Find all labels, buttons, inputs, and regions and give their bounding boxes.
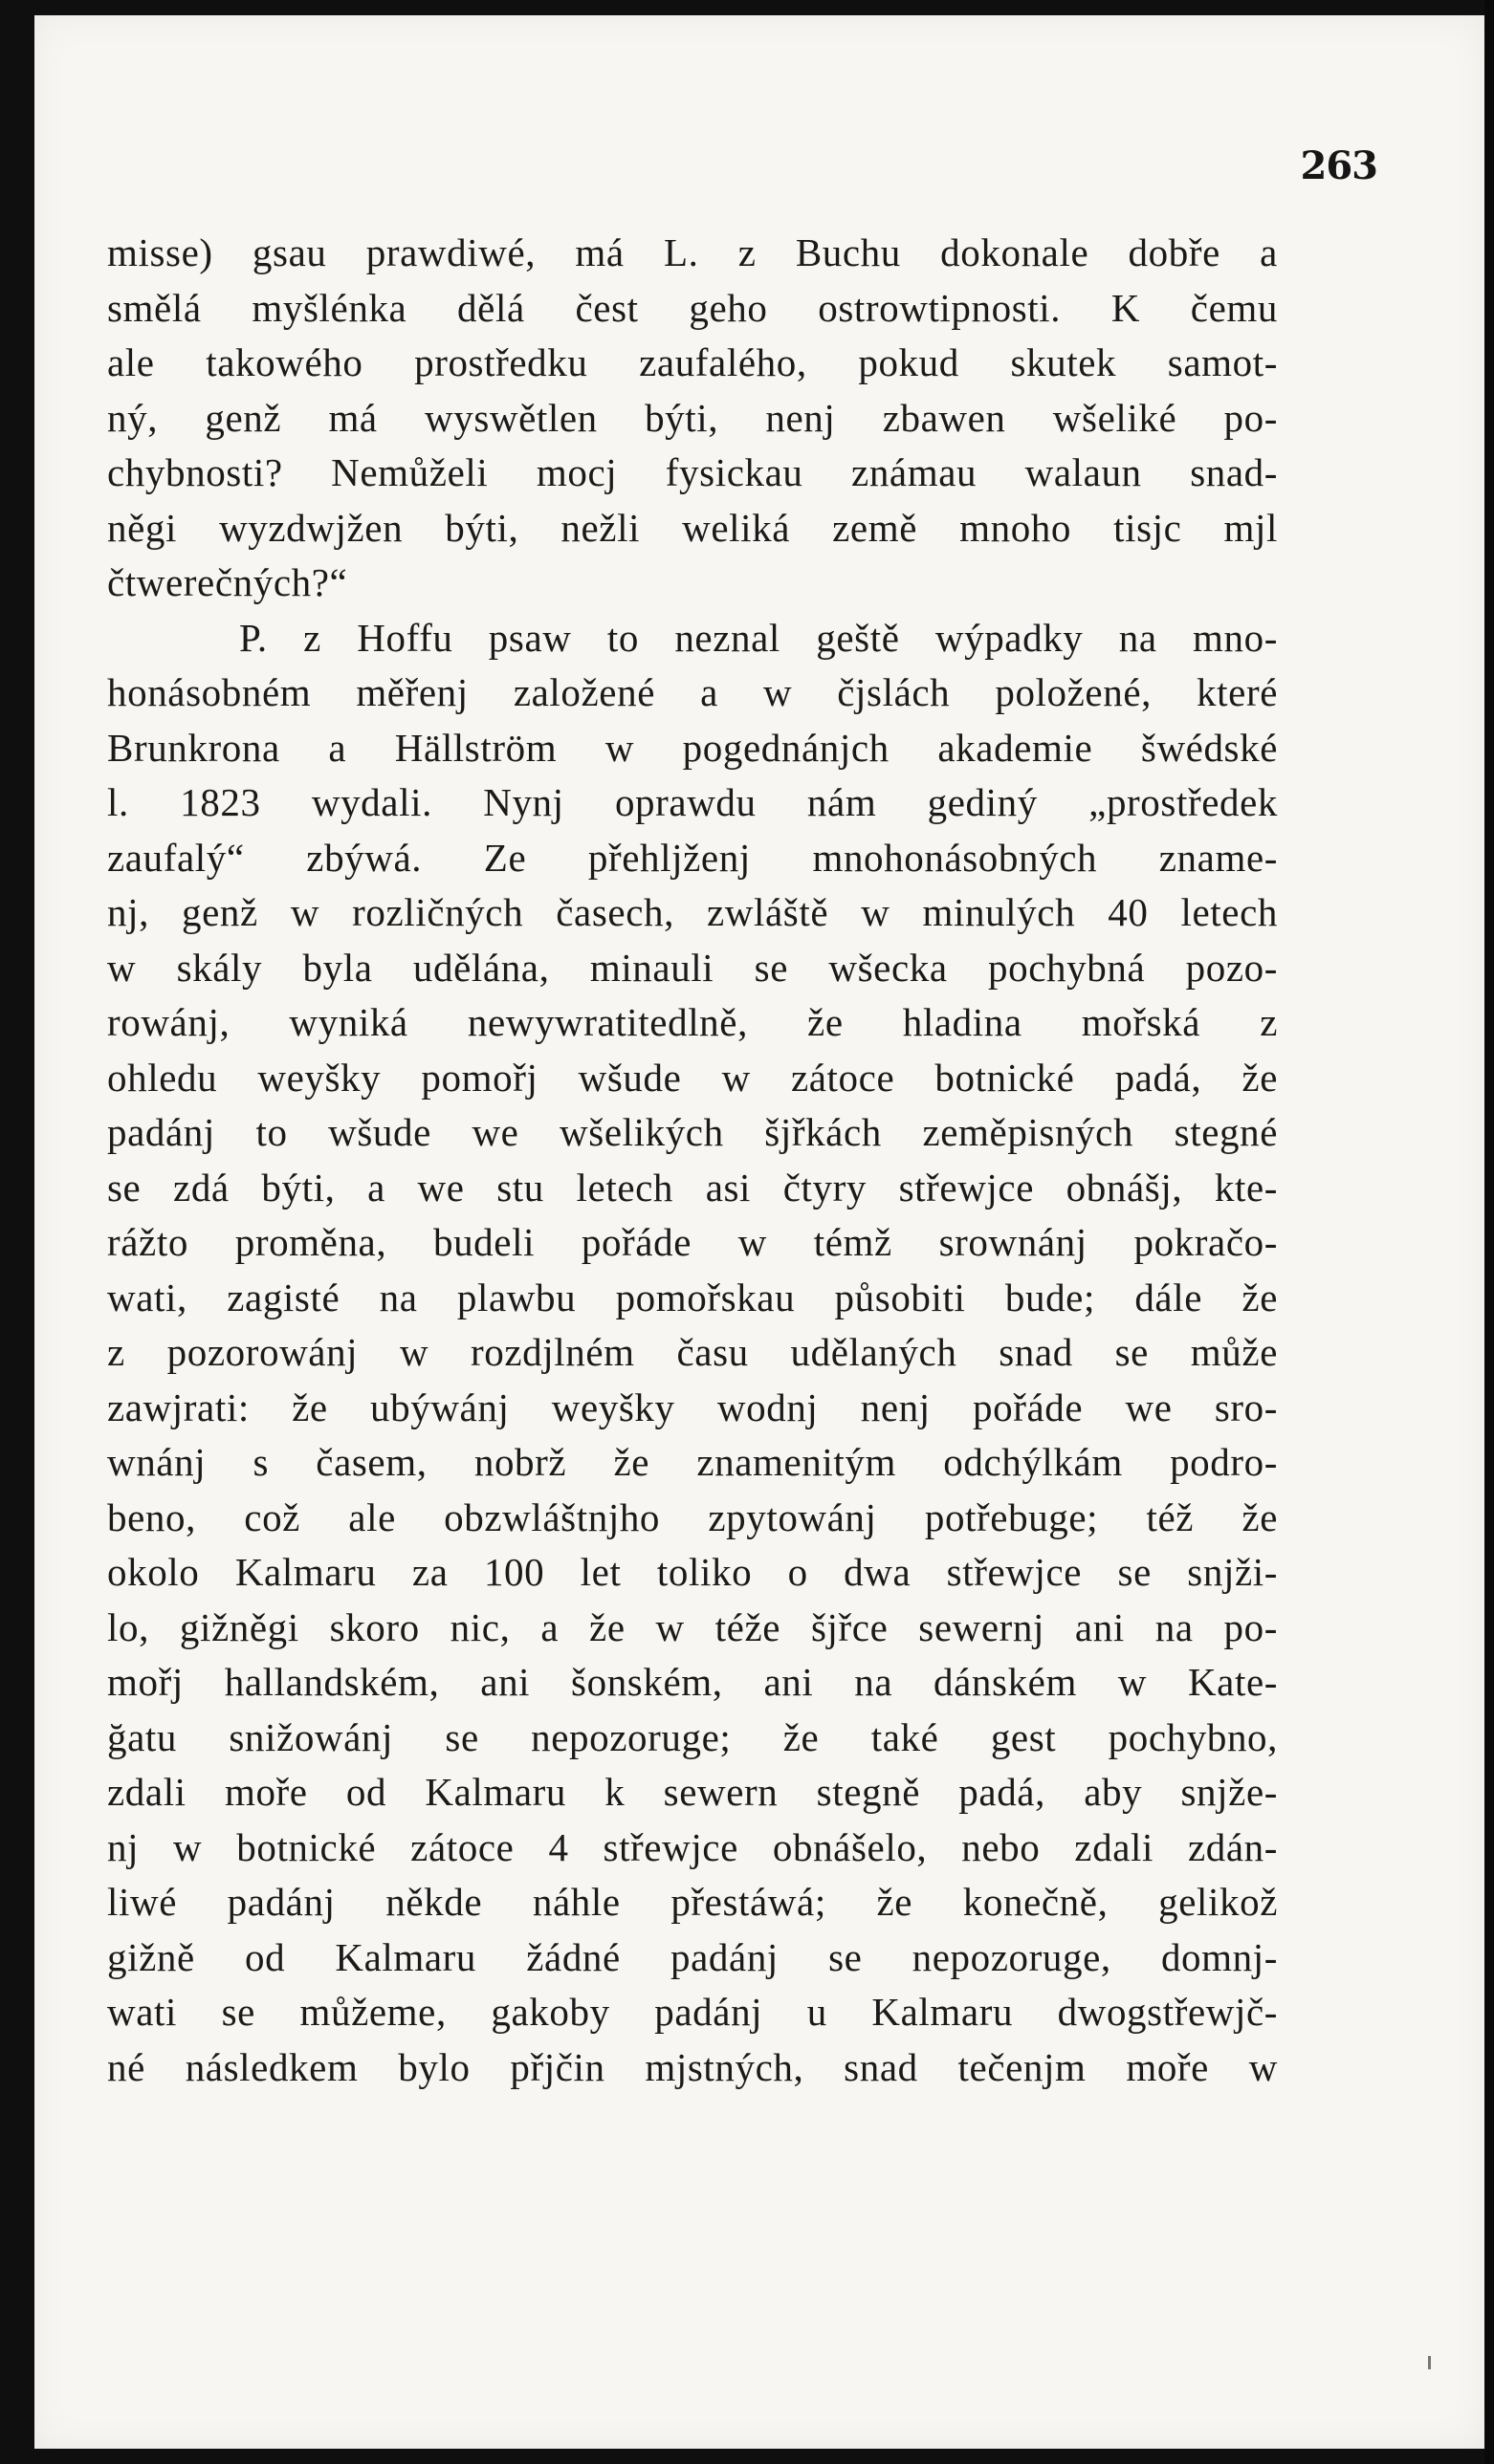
text-line: Brunkrona a Hällström w pogednánjch akademie šwédské <box>107 725 1278 770</box>
text-line: se zdá býti, a we stu letech asi čtyry střewjce obnášj, kte- <box>107 1165 1278 1210</box>
page-number: 263 <box>1300 143 1377 188</box>
text-line: rowánj, wyniká newywratitedlně, že hladina mořská z <box>107 1000 1278 1044</box>
text-line: ohledu weyšky pomořj wšude w zátoce botnické padá, že <box>107 1055 1278 1100</box>
text-line: z pozorowánj w rozdjlném času udělaných snad se může <box>107 1330 1278 1374</box>
text-line: zaufalý“ zbýwá. Ze přehljženj mnohonásobných zname- <box>107 835 1278 880</box>
text-line: padánj to wšude we wšelikých šjřkách zeměpisných stegné <box>107 1110 1278 1154</box>
book-page <box>34 15 1484 2449</box>
text-line: mořj hallandském, ani šonském, ani na dánském w Kate- <box>107 1660 1278 1704</box>
text-line: lo, gižněgi skoro nic, a že w téže šjřce sewernj ani na po- <box>107 1604 1278 1649</box>
text-line: w skály byla udělána, minauli se wšecka pochybná pozo- <box>107 945 1278 990</box>
text-line: zawjrati: že ubýwánj weyšky wodnj nenj pořáde we sro- <box>107 1385 1278 1429</box>
text-line: zdali moře od Kalmaru k sewern stegně padá, aby snjže- <box>107 1770 1278 1814</box>
body-text <box>107 226 1278 2095</box>
text-line: čtwerečných?“ <box>107 560 348 604</box>
text-line: okolo Kalmaru za 100 let toliko o dwa střewjce se snjži- <box>107 1550 1278 1594</box>
text-line: něgi wyzdwjžen býti, nežli weliká země mnoho tisjc mjl <box>107 505 1278 550</box>
text-line: honásobném měřenj založené a w čjslách položené, které <box>107 670 1278 714</box>
text-line: ný, genž má wyswětlen býti, nenj zbawen wšeliké po- <box>107 395 1278 440</box>
text-line: wati se můžeme, gakoby padánj u Kalmaru dwogstřewjč- <box>107 1990 1278 2034</box>
text-line: liwé padánj někde náhle přestáwá; že konečně, gelikož <box>107 1880 1278 1924</box>
text-line: wati, zagisté na plawbu pomořskau působiti bude; dále že <box>107 1275 1278 1319</box>
scan-speck <box>1428 2356 1431 2369</box>
text-line: ğatu snižowánj se nepozoruge; že také gest pochybno, <box>107 1714 1278 1759</box>
text-line: ale takowého prostředku zaufalého, pokud skutek samot- <box>107 340 1278 384</box>
text-line: nj w botnické zátoce 4 střewjce obnášelo, nebo zdali zdán- <box>107 1824 1278 1869</box>
text-line: rážto proměna, budeli pořáde w témž srownánj pokračo- <box>107 1220 1278 1264</box>
scan-border <box>1484 0 1494 2464</box>
text-line: beno, což ale obzwláštnjho zpytowánj potřebuge; též že <box>107 1494 1278 1539</box>
text-line: nj, genž w rozličných časech, zwláště w minulých 40 letech <box>107 890 1278 934</box>
text-line: wnánj s časem, nobrž že znamenitým odchýlkám podro- <box>107 1440 1278 1484</box>
text-line: l. 1823 wydali. Nynj oprawdu nám gediný „prostředek <box>107 780 1278 824</box>
text-line: smělá myšlénka dělá čest geho ostrowtipnosti. K čemu <box>107 285 1278 330</box>
text-line: né následkem bylo přjčin mjstných, snad tečenjm moře w <box>107 2044 1278 2089</box>
text-line: chybnosti? Nemůželi mocj fysickau známau walaun snad- <box>107 450 1278 494</box>
text-line: gižně od Kalmaru žádné padánj se nepozoruge, domnj- <box>107 1934 1278 1979</box>
text-line: misse) gsau prawdiwé, má L. z Buchu dokonale dobře a <box>107 230 1278 274</box>
text-line: P. z Hoffu psaw to neznal geště wýpadky na mno- <box>239 615 1278 660</box>
